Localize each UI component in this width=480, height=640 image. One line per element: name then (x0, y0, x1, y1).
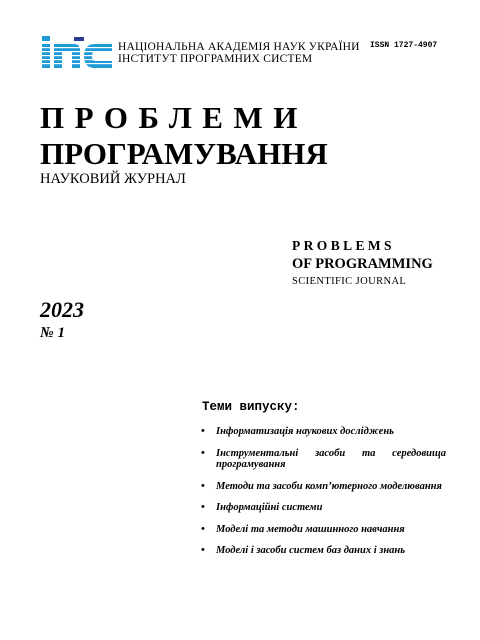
topics-heading: Теми випуску: (202, 400, 300, 414)
institute-logo (40, 35, 114, 69)
issue-year: 2023 (40, 297, 84, 322)
topic-item (200, 426, 446, 438)
topic-item (200, 502, 446, 514)
topics-list (200, 426, 446, 567)
topic-item (200, 448, 446, 471)
topic-text: Моделі та методи машинного навчання (216, 523, 405, 535)
journal-subtitle-en: SCIENTIFIC JOURNAL (292, 276, 407, 287)
org-name-line2: ІНСТИТУТ ПРОГРАМНИХ СИСТЕМ (118, 53, 313, 65)
org-name-line1: НАЦІОНАЛЬНА АКАДЕМІЯ НАУК УКРАЇНИ (118, 41, 360, 53)
topic-text: Інформатизація наукових досліджень (216, 426, 394, 437)
journal-title-line2: ПРОГРАМУВАННЯ (40, 136, 328, 171)
journal-subtitle: НАУКОВИЙ ЖУРНАЛ (40, 171, 186, 187)
topic-item (200, 524, 446, 536)
issue-number: № 1 (40, 325, 65, 341)
journal-title-en-line1: PROBLEMS (292, 238, 395, 253)
issn-number: ISSN 1727-4907 (370, 41, 438, 50)
topic-text: Методи та засоби комп’ютерного моделювання (216, 480, 442, 492)
topic-item (200, 545, 446, 557)
journal-title-en-line2: OF PROGRAMMING (292, 256, 433, 272)
topic-text: Інформаційні системи (216, 502, 323, 513)
topic-item (200, 481, 446, 493)
topic-text: Моделі і засоби систем баз даних і знань (216, 545, 406, 556)
journal-title-line1: ПРОБЛЕМИ (40, 100, 308, 135)
topic-text: Інструментальні засоби та середовища програмування (216, 447, 446, 470)
